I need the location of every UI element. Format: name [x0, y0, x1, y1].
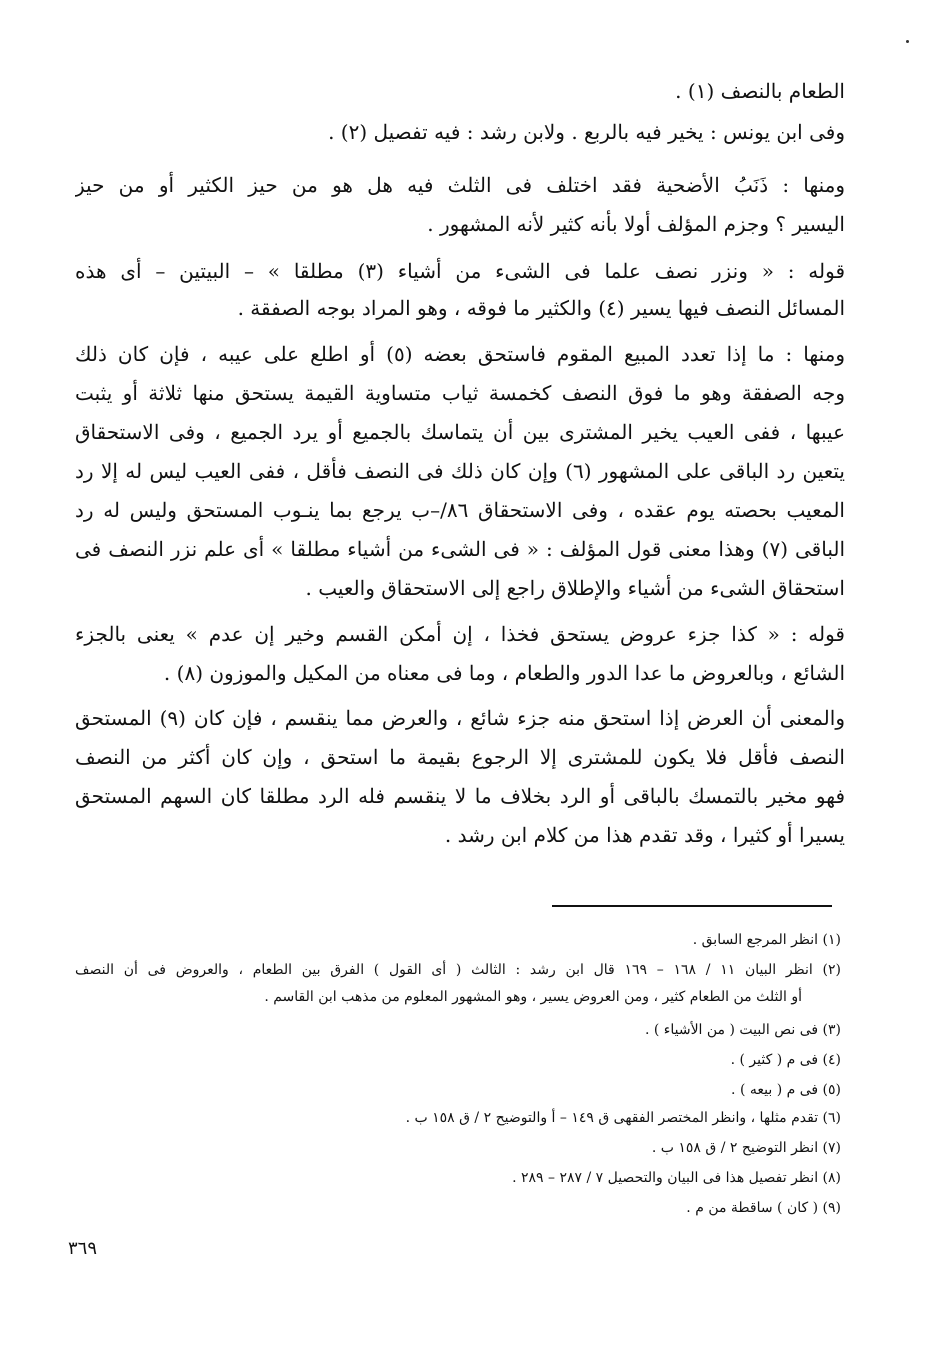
body-line: وجه الصفقة وهو ما فوق النصف كخمسة ثياب متساوية القيمة يستحق منها ثلاثة أو يثبت	[75, 381, 845, 405]
body-line: وفى ابن يونس : يخير فيه بالربع . ولابن رشد : فيه تفصيل (٢) .	[328, 120, 845, 144]
body-line: اليسير ؟ وجزم المؤلف أولا بأنه كثير لأنه المشهور .	[427, 212, 845, 236]
body-line: قوله : « ونزر نصف علما فى الشىء من أشياء (٣) مطلقا » – البيتين – أى هذه	[75, 259, 845, 283]
body-line: يتعين رد الباقى على المشهور (٦) وإن كان ذلك فى النصف فأقل ، ففى العيب ليس له إلا رد	[75, 459, 845, 483]
footnote: (٦) تقدم مثلها ، وانظر المختصر الفقهى ق ١٤٩ – أ والتوضيح ٢ / ق ١٥٨ ب .	[405, 1110, 841, 1126]
footnote: (٤) فى م ( كثير ) .	[730, 1052, 841, 1068]
footnote: (١) انظر المرجع السابق .	[692, 932, 841, 948]
body-line: الطعام بالنصف (١) .	[675, 79, 845, 103]
body-line: فهو مخير بالتمسك بالباقى أو الرد بخلاف ما لا ينقسم فله الرد مطلقا كان السهم المستحق	[75, 784, 845, 808]
footnote: أو الثلث من الطعام كثير ، ومن العروض يسير ، وهو المشهور المعلوم من مذهب ابن القاسم .	[264, 989, 802, 1005]
body-line: استحقاق الشىء من أشياء والإطلاق راجع إلى الاستحقاق والعيب .	[305, 576, 845, 600]
body-line: النصف فأقل فلا يكون للمشترى إلا الرجوع بقيمة ما استحق ، وإن كان أكثر من النصف	[75, 745, 845, 769]
footnote: (٥) فى م ( بيعه ) .	[731, 1082, 841, 1098]
body-line: والمعنى أن العرض إذا استحق منه جزء شائع ، والعرض مما ينقسم ، فإن كان (٩) المستحق	[75, 706, 845, 730]
footnote: (٣) فى نص البيت ( من الأشياء ) .	[644, 1022, 841, 1038]
body-line: المعيب بحصته يوم عقده ، وفى الاستحقاق ٨٦/–ب يرجع بما ينـوب المستحق وليس له رد	[75, 498, 845, 522]
body-line: الباقى (٧) وهذا معنى قول المؤلف : « فى الشىء من أشياء مطلقا » أى علم نزر النصف فى	[75, 537, 845, 561]
body-line: عيبها ، ففى العيب يخير المشترى بين أن يتماسك بالجميع أو يرد الجميع ، وفى الاستحقاق	[75, 420, 845, 444]
scan-speck	[906, 40, 909, 43]
footnote: (٨) انظر تفصيل هذا فى البيان والتحصيل ٧ / ٢٨٧ – ٢٨٩ .	[512, 1170, 841, 1186]
footnote-separator	[552, 905, 832, 907]
body-line: المسائل النصف فيها يسير (٤) والكثير ما فوقه ، وهو المراد بوجه الصفقة .	[237, 296, 845, 320]
footnote: (٧) انظر التوضيح ٢ / ق ١٥٨ ب .	[651, 1140, 841, 1156]
footnote: (٢) انظر البيان ١١ / ١٦٨ – ١٦٩ قال ابن رشد : الثالث ( أى القول ) الفرق بين الطعام ، والعروض فى أن النصف	[75, 962, 841, 978]
body-line: ومنها : ذَنَبُ الأضحية فقد اختلف فى الثلث فيه هل هو من حيز الكثير أو من حيز	[75, 173, 845, 197]
footnote: (٩) ( كان ) ساقطة من م .	[686, 1200, 841, 1216]
body-line: الشائع ، وبالعروض ما عدا الدور والطعام ، وما فى معناه من المكيل والموزون (٨) .	[163, 661, 845, 685]
body-line: ومنها : ما إذا تعدد المبيع المقوم فاستحق بعضه (٥) أو اطلع على عيبه ، فإن كان ذلك	[75, 342, 845, 366]
body-line: قوله : « كذا جزء عروض يستحق فخذا ، إن أمكن القسم وخير إن عدم » يعنى بالجزء	[75, 622, 845, 646]
body-line: يسيرا أو كثيرا ، وقد تقدم هذا من كلام ابن رشد .	[444, 823, 845, 847]
page-number: ٣٦٩	[68, 1238, 98, 1259]
